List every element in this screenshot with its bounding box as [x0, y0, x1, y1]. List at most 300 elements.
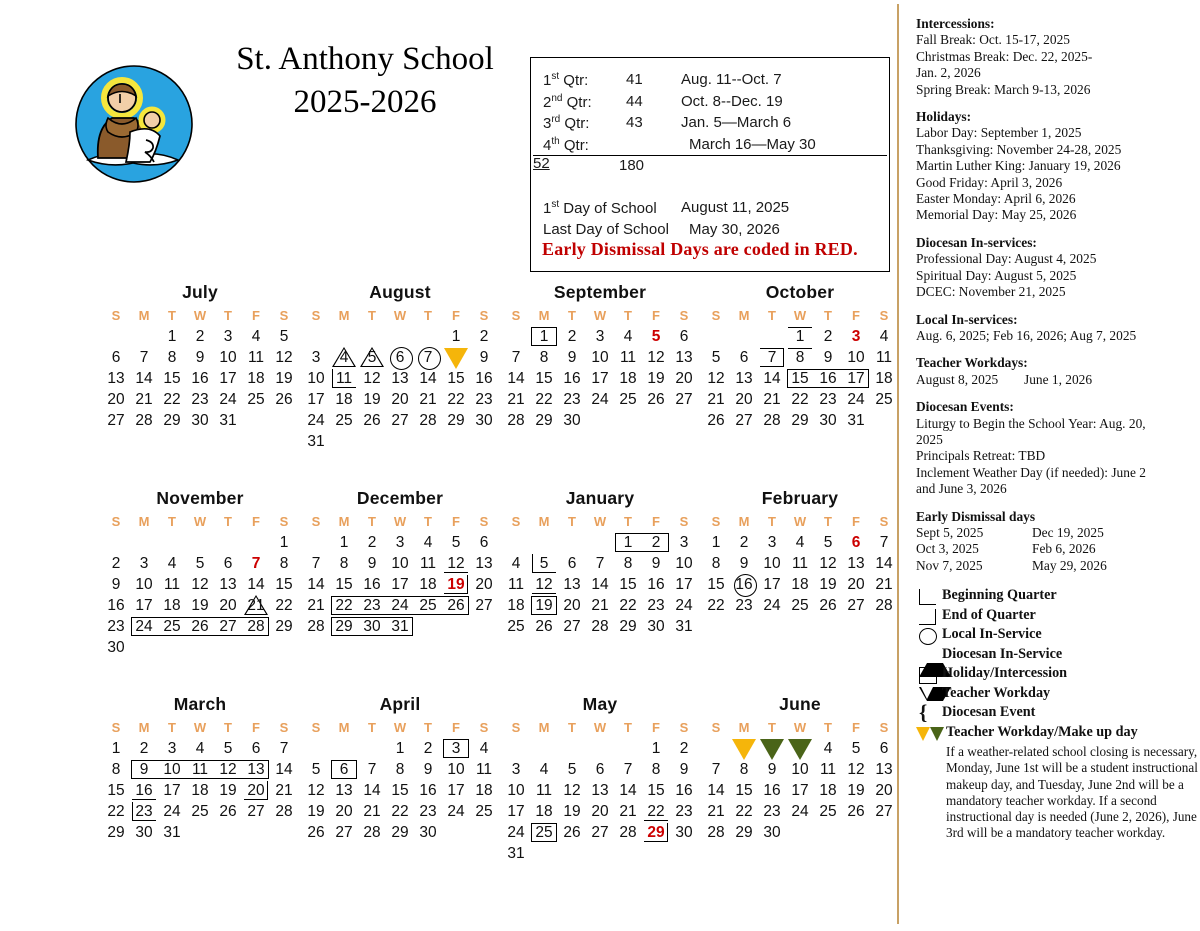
day-cell[interactable]: [702, 368, 730, 389]
day-cell[interactable]: [530, 553, 558, 574]
day-cell[interactable]: [186, 410, 214, 431]
day-cell[interactable]: [614, 780, 642, 801]
day-cell[interactable]: [670, 389, 698, 410]
day-cell[interactable]: [186, 326, 214, 347]
day-cell[interactable]: [242, 759, 270, 780]
day-cell[interactable]: [614, 822, 642, 843]
day-cell[interactable]: [730, 595, 758, 616]
day-cell[interactable]: [242, 574, 270, 595]
day-cell[interactable]: [358, 532, 386, 553]
day-cell[interactable]: [102, 347, 130, 368]
day-cell[interactable]: [730, 822, 758, 843]
day-cell[interactable]: [530, 822, 558, 843]
day-cell[interactable]: [302, 553, 330, 574]
day-cell[interactable]: [586, 347, 614, 368]
day-cell[interactable]: [586, 326, 614, 347]
day-cell[interactable]: [702, 347, 730, 368]
day-cell[interactable]: [870, 389, 898, 410]
day-cell[interactable]: [758, 801, 786, 822]
day-cell[interactable]: [502, 553, 530, 574]
day-cell[interactable]: [530, 759, 558, 780]
day-cell[interactable]: [158, 759, 186, 780]
day-cell[interactable]: [730, 574, 758, 595]
day-cell[interactable]: [442, 759, 470, 780]
day-cell[interactable]: [414, 595, 442, 616]
day-cell[interactable]: [730, 389, 758, 410]
day-cell[interactable]: [586, 368, 614, 389]
day-cell[interactable]: [758, 389, 786, 410]
day-cell[interactable]: [870, 801, 898, 822]
day-cell[interactable]: [702, 759, 730, 780]
day-cell[interactable]: [186, 389, 214, 410]
day-cell[interactable]: [214, 553, 242, 574]
day-cell[interactable]: [158, 595, 186, 616]
day-cell[interactable]: [842, 595, 870, 616]
day-cell[interactable]: [702, 595, 730, 616]
day-cell[interactable]: [358, 574, 386, 595]
day-cell[interactable]: [842, 801, 870, 822]
day-cell[interactable]: [730, 553, 758, 574]
day-cell[interactable]: [786, 759, 814, 780]
day-cell[interactable]: [558, 389, 586, 410]
day-cell[interactable]: [186, 616, 214, 637]
day-cell[interactable]: [158, 616, 186, 637]
day-cell[interactable]: [614, 347, 642, 368]
day-cell[interactable]: [558, 326, 586, 347]
day-cell[interactable]: [614, 326, 642, 347]
day-cell[interactable]: [470, 410, 498, 431]
day-cell[interactable]: [358, 368, 386, 389]
day-cell[interactable]: [158, 553, 186, 574]
day-cell[interactable]: [358, 822, 386, 843]
day-cell[interactable]: [502, 368, 530, 389]
day-cell[interactable]: [702, 801, 730, 822]
day-cell[interactable]: [270, 326, 298, 347]
day-cell[interactable]: [214, 780, 242, 801]
day-cell[interactable]: [786, 368, 814, 389]
day-cell[interactable]: [386, 347, 414, 368]
day-cell[interactable]: [186, 553, 214, 574]
day-cell[interactable]: [786, 801, 814, 822]
day-cell[interactable]: [386, 780, 414, 801]
day-cell[interactable]: [186, 368, 214, 389]
day-cell[interactable]: [870, 532, 898, 553]
day-cell[interactable]: [786, 780, 814, 801]
day-cell[interactable]: [330, 574, 358, 595]
day-cell[interactable]: [414, 759, 442, 780]
day-cell[interactable]: [414, 574, 442, 595]
day-cell[interactable]: [302, 780, 330, 801]
day-cell[interactable]: [870, 780, 898, 801]
day-cell[interactable]: [758, 553, 786, 574]
day-cell[interactable]: [102, 801, 130, 822]
day-cell[interactable]: [270, 595, 298, 616]
day-cell[interactable]: [730, 368, 758, 389]
day-cell[interactable]: [386, 553, 414, 574]
day-cell[interactable]: [814, 326, 842, 347]
day-cell[interactable]: [130, 410, 158, 431]
day-cell[interactable]: [414, 738, 442, 759]
day-cell[interactable]: [670, 801, 698, 822]
day-cell[interactable]: [442, 389, 470, 410]
day-cell[interactable]: [786, 410, 814, 431]
day-cell[interactable]: [702, 822, 730, 843]
day-cell[interactable]: [186, 574, 214, 595]
day-cell[interactable]: [586, 780, 614, 801]
day-cell[interactable]: [186, 801, 214, 822]
day-cell[interactable]: [614, 553, 642, 574]
day-cell[interactable]: [242, 326, 270, 347]
day-cell[interactable]: [758, 595, 786, 616]
day-cell[interactable]: [814, 553, 842, 574]
day-cell[interactable]: [558, 368, 586, 389]
day-cell[interactable]: [614, 801, 642, 822]
day-cell[interactable]: [730, 759, 758, 780]
day-cell[interactable]: [558, 616, 586, 637]
day-cell[interactable]: [270, 574, 298, 595]
day-cell[interactable]: [842, 368, 870, 389]
day-cell[interactable]: [386, 759, 414, 780]
day-cell[interactable]: [530, 368, 558, 389]
day-cell[interactable]: [130, 368, 158, 389]
day-cell[interactable]: [214, 326, 242, 347]
day-cell[interactable]: [302, 801, 330, 822]
day-cell[interactable]: [302, 347, 330, 368]
day-cell[interactable]: [502, 780, 530, 801]
day-cell[interactable]: [158, 801, 186, 822]
day-cell[interactable]: [330, 368, 358, 389]
day-cell[interactable]: [130, 595, 158, 616]
day-cell[interactable]: [214, 738, 242, 759]
day-cell[interactable]: [842, 389, 870, 410]
day-cell[interactable]: [330, 801, 358, 822]
day-cell[interactable]: [330, 347, 358, 368]
day-cell[interactable]: [130, 553, 158, 574]
day-cell[interactable]: [302, 616, 330, 637]
day-cell[interactable]: [330, 780, 358, 801]
day-cell[interactable]: [270, 780, 298, 801]
day-cell[interactable]: [530, 780, 558, 801]
day-cell[interactable]: [358, 801, 386, 822]
day-cell[interactable]: [186, 759, 214, 780]
day-cell[interactable]: [414, 780, 442, 801]
day-cell[interactable]: [870, 574, 898, 595]
day-cell[interactable]: [502, 389, 530, 410]
day-cell[interactable]: [214, 616, 242, 637]
day-cell[interactable]: [758, 780, 786, 801]
day-cell[interactable]: [586, 822, 614, 843]
day-cell[interactable]: [242, 389, 270, 410]
day-cell[interactable]: [102, 822, 130, 843]
day-cell[interactable]: [414, 410, 442, 431]
day-cell[interactable]: [302, 574, 330, 595]
day-cell[interactable]: [214, 801, 242, 822]
day-cell[interactable]: [558, 759, 586, 780]
day-cell[interactable]: [586, 759, 614, 780]
day-cell[interactable]: [530, 410, 558, 431]
day-cell[interactable]: [758, 759, 786, 780]
day-cell[interactable]: [130, 738, 158, 759]
day-cell[interactable]: [186, 780, 214, 801]
day-cell[interactable]: [270, 801, 298, 822]
day-cell[interactable]: [414, 801, 442, 822]
day-cell[interactable]: [530, 326, 558, 347]
day-cell[interactable]: [502, 801, 530, 822]
day-cell[interactable]: [414, 347, 442, 368]
day-cell[interactable]: [130, 616, 158, 637]
day-cell[interactable]: [702, 553, 730, 574]
day-cell[interactable]: [814, 759, 842, 780]
day-cell[interactable]: [502, 759, 530, 780]
day-cell[interactable]: [758, 822, 786, 843]
day-cell[interactable]: [586, 616, 614, 637]
day-cell[interactable]: [758, 347, 786, 368]
day-cell[interactable]: [642, 780, 670, 801]
day-cell[interactable]: [186, 738, 214, 759]
day-cell[interactable]: [442, 801, 470, 822]
day-cell[interactable]: [730, 410, 758, 431]
day-cell[interactable]: [302, 410, 330, 431]
day-cell[interactable]: [642, 347, 670, 368]
day-cell[interactable]: [358, 595, 386, 616]
day-cell[interactable]: [558, 410, 586, 431]
day-cell[interactable]: [358, 389, 386, 410]
day-cell[interactable]: [786, 595, 814, 616]
day-cell[interactable]: [358, 616, 386, 637]
day-cell[interactable]: [614, 759, 642, 780]
day-cell[interactable]: [670, 574, 698, 595]
day-cell[interactable]: [642, 368, 670, 389]
day-cell[interactable]: [758, 532, 786, 553]
day-cell[interactable]: [470, 389, 498, 410]
day-cell[interactable]: [642, 326, 670, 347]
day-cell[interactable]: [214, 410, 242, 431]
day-cell[interactable]: [242, 368, 270, 389]
day-cell[interactable]: [386, 801, 414, 822]
day-cell[interactable]: [330, 616, 358, 637]
day-cell[interactable]: [814, 574, 842, 595]
day-cell[interactable]: [158, 389, 186, 410]
day-cell[interactable]: [842, 574, 870, 595]
day-cell[interactable]: [330, 410, 358, 431]
day-cell[interactable]: [870, 347, 898, 368]
day-cell[interactable]: [814, 532, 842, 553]
day-cell[interactable]: [502, 616, 530, 637]
day-cell[interactable]: [270, 759, 298, 780]
day-cell[interactable]: [670, 738, 698, 759]
day-cell[interactable]: [102, 780, 130, 801]
day-cell[interactable]: [470, 738, 498, 759]
day-cell[interactable]: [730, 347, 758, 368]
day-cell[interactable]: [470, 759, 498, 780]
day-cell[interactable]: [186, 347, 214, 368]
day-cell[interactable]: [814, 738, 842, 759]
day-cell[interactable]: [470, 574, 498, 595]
day-cell[interactable]: [814, 801, 842, 822]
day-cell[interactable]: [470, 532, 498, 553]
day-cell[interactable]: [758, 738, 786, 759]
day-cell[interactable]: [158, 347, 186, 368]
day-cell[interactable]: [614, 389, 642, 410]
day-cell[interactable]: [530, 595, 558, 616]
day-cell[interactable]: [870, 595, 898, 616]
day-cell[interactable]: [730, 738, 758, 759]
day-cell[interactable]: [670, 532, 698, 553]
day-cell[interactable]: [330, 759, 358, 780]
day-cell[interactable]: [502, 595, 530, 616]
day-cell[interactable]: [702, 780, 730, 801]
day-cell[interactable]: [702, 410, 730, 431]
day-cell[interactable]: [702, 532, 730, 553]
day-cell[interactable]: [530, 347, 558, 368]
day-cell[interactable]: [614, 532, 642, 553]
day-cell[interactable]: [330, 822, 358, 843]
day-cell[interactable]: [470, 595, 498, 616]
day-cell[interactable]: [386, 595, 414, 616]
day-cell[interactable]: [702, 389, 730, 410]
day-cell[interactable]: [642, 553, 670, 574]
day-cell[interactable]: [414, 532, 442, 553]
day-cell[interactable]: [786, 326, 814, 347]
day-cell[interactable]: [670, 326, 698, 347]
day-cell[interactable]: [386, 822, 414, 843]
day-cell[interactable]: [214, 574, 242, 595]
day-cell[interactable]: [558, 553, 586, 574]
day-cell[interactable]: [530, 574, 558, 595]
day-cell[interactable]: [214, 368, 242, 389]
day-cell[interactable]: [842, 759, 870, 780]
day-cell[interactable]: [470, 780, 498, 801]
day-cell[interactable]: [470, 368, 498, 389]
day-cell[interactable]: [358, 347, 386, 368]
day-cell[interactable]: [102, 616, 130, 637]
day-cell[interactable]: [414, 389, 442, 410]
day-cell[interactable]: [442, 595, 470, 616]
day-cell[interactable]: [270, 553, 298, 574]
day-cell[interactable]: [386, 738, 414, 759]
day-cell[interactable]: [214, 389, 242, 410]
day-cell[interactable]: [558, 780, 586, 801]
day-cell[interactable]: [642, 595, 670, 616]
day-cell[interactable]: [642, 616, 670, 637]
day-cell[interactable]: [502, 843, 530, 864]
day-cell[interactable]: [614, 616, 642, 637]
day-cell[interactable]: [102, 595, 130, 616]
day-cell[interactable]: [842, 738, 870, 759]
day-cell[interactable]: [558, 822, 586, 843]
day-cell[interactable]: [358, 553, 386, 574]
day-cell[interactable]: [302, 759, 330, 780]
day-cell[interactable]: [302, 431, 330, 452]
day-cell[interactable]: [670, 616, 698, 637]
day-cell[interactable]: [130, 759, 158, 780]
day-cell[interactable]: [730, 532, 758, 553]
day-cell[interactable]: [842, 326, 870, 347]
day-cell[interactable]: [158, 368, 186, 389]
day-cell[interactable]: [442, 780, 470, 801]
day-cell[interactable]: [386, 410, 414, 431]
day-cell[interactable]: [158, 822, 186, 843]
day-cell[interactable]: [502, 410, 530, 431]
day-cell[interactable]: [214, 759, 242, 780]
day-cell[interactable]: [842, 347, 870, 368]
day-cell[interactable]: [386, 574, 414, 595]
day-cell[interactable]: [814, 347, 842, 368]
day-cell[interactable]: [870, 759, 898, 780]
day-cell[interactable]: [270, 368, 298, 389]
day-cell[interactable]: [102, 738, 130, 759]
day-cell[interactable]: [442, 532, 470, 553]
day-cell[interactable]: [786, 574, 814, 595]
day-cell[interactable]: [642, 738, 670, 759]
day-cell[interactable]: [586, 389, 614, 410]
day-cell[interactable]: [530, 801, 558, 822]
day-cell[interactable]: [842, 532, 870, 553]
day-cell[interactable]: [302, 595, 330, 616]
day-cell[interactable]: [870, 368, 898, 389]
day-cell[interactable]: [242, 347, 270, 368]
day-cell[interactable]: [442, 738, 470, 759]
day-cell[interactable]: [670, 595, 698, 616]
day-cell[interactable]: [786, 553, 814, 574]
day-cell[interactable]: [530, 616, 558, 637]
day-cell[interactable]: [502, 574, 530, 595]
day-cell[interactable]: [786, 532, 814, 553]
day-cell[interactable]: [186, 595, 214, 616]
day-cell[interactable]: [558, 574, 586, 595]
day-cell[interactable]: [102, 368, 130, 389]
day-cell[interactable]: [470, 801, 498, 822]
day-cell[interactable]: [814, 780, 842, 801]
day-cell[interactable]: [730, 801, 758, 822]
day-cell[interactable]: [586, 553, 614, 574]
day-cell[interactable]: [670, 368, 698, 389]
day-cell[interactable]: [214, 595, 242, 616]
day-cell[interactable]: [642, 801, 670, 822]
day-cell[interactable]: [330, 532, 358, 553]
day-cell[interactable]: [586, 801, 614, 822]
day-cell[interactable]: [386, 389, 414, 410]
day-cell[interactable]: [442, 368, 470, 389]
day-cell[interactable]: [130, 801, 158, 822]
day-cell[interactable]: [414, 822, 442, 843]
day-cell[interactable]: [442, 326, 470, 347]
day-cell[interactable]: [270, 616, 298, 637]
day-cell[interactable]: [386, 532, 414, 553]
day-cell[interactable]: [130, 574, 158, 595]
day-cell[interactable]: [102, 410, 130, 431]
day-cell[interactable]: [758, 410, 786, 431]
day-cell[interactable]: [442, 574, 470, 595]
day-cell[interactable]: [786, 738, 814, 759]
day-cell[interactable]: [470, 347, 498, 368]
day-cell[interactable]: [586, 574, 614, 595]
day-cell[interactable]: [586, 595, 614, 616]
day-cell[interactable]: [642, 759, 670, 780]
day-cell[interactable]: [158, 574, 186, 595]
day-cell[interactable]: [670, 759, 698, 780]
day-cell[interactable]: [386, 368, 414, 389]
day-cell[interactable]: [242, 801, 270, 822]
day-cell[interactable]: [702, 574, 730, 595]
day-cell[interactable]: [102, 759, 130, 780]
day-cell[interactable]: [614, 595, 642, 616]
day-cell[interactable]: [814, 410, 842, 431]
day-cell[interactable]: [330, 553, 358, 574]
day-cell[interactable]: [642, 822, 670, 843]
day-cell[interactable]: [414, 553, 442, 574]
day-cell[interactable]: [270, 347, 298, 368]
